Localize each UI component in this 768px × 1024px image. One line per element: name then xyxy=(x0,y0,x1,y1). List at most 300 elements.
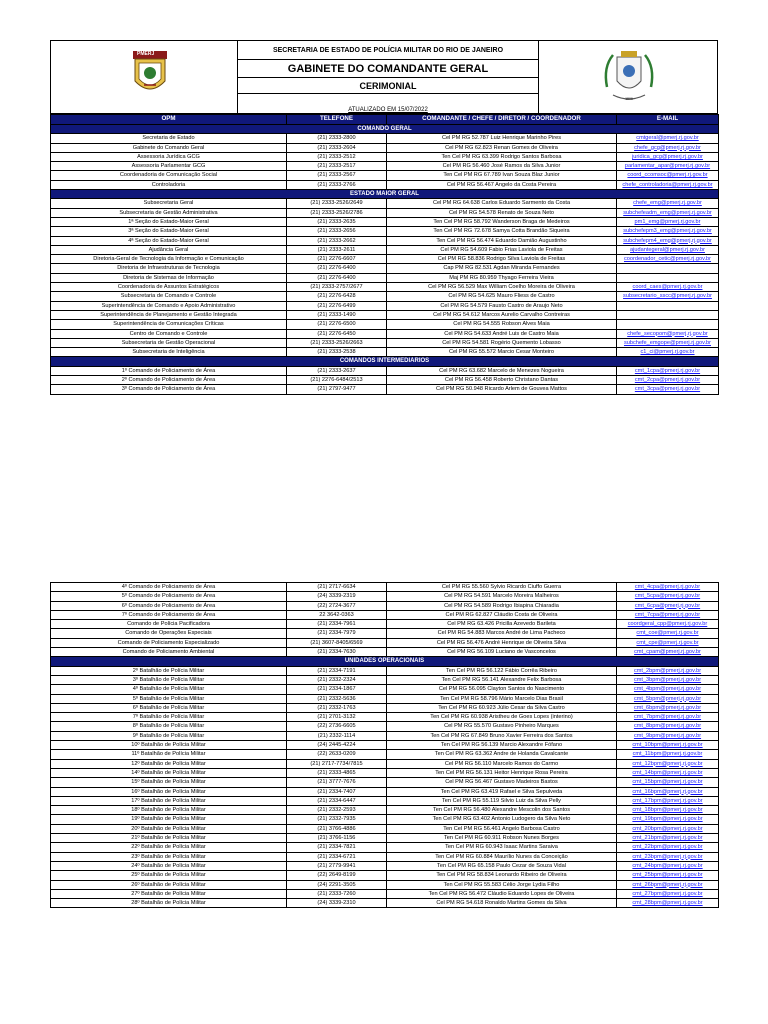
secretaria-title: SECRETARIA DE ESTADO DE POLÍCIA MILITAR DO RIO DE JANEIRO xyxy=(238,41,538,60)
cell-opm: 18º Batalhão de Polícia Militar xyxy=(51,806,287,815)
cell-opm: 15º Batalhão de Polícia Militar xyxy=(51,778,287,787)
cell-telefone: (21) 2276-6499 xyxy=(287,301,387,310)
cell-opm: 7º Comando de Policiamento de Área xyxy=(51,610,287,619)
cell-comandante: Ten Cel PM RG 60.911 Robson Nunes Borges xyxy=(387,834,617,843)
table-row xyxy=(51,778,719,787)
cell-email[interactable]: cmt_24bpm@pmerj.rj.gov.br xyxy=(617,861,719,870)
table-row xyxy=(51,273,719,282)
cell-comandante: Cel PM RG 54.555 Robson Alves Maia xyxy=(387,320,617,329)
cell-telefone: (21) 2717-7734/7815 xyxy=(287,759,387,768)
cell-telefone: (21) 2333-2526/2786 xyxy=(287,208,387,217)
cell-email[interactable]: subchefe_emgope@pmerj.rj.gov.br xyxy=(617,338,719,347)
cell-comandante: Cel PM RG 54.589 Rodrigo Ibiapina Chiaradia xyxy=(387,601,617,610)
cell-email[interactable]: cmt_9bpm@pmerj.rj.gov.br xyxy=(617,731,719,740)
cell-telefone: (22) 2649-8199 xyxy=(287,871,387,880)
cell-opm: 3º Batalhão de Polícia Militar xyxy=(51,675,287,684)
table-row xyxy=(51,824,719,833)
cell-comandante: Cel PM RG 56.095 Clayton Santos do Nascimento xyxy=(387,685,617,694)
cell-telefone: (21) 2333-7260 xyxy=(287,889,387,898)
cell-email xyxy=(617,264,719,273)
cell-email[interactable]: coordgeral_cpp@pmerj.rj.gov.br xyxy=(617,620,719,629)
cell-opm: Assessoria Jurídica GCG xyxy=(51,152,287,161)
cell-comandante: Cel PM RG 50.948 Ricardo Arlem de Gouvea Mattos xyxy=(387,385,617,394)
cell-email[interactable]: cmt_28bpm@pmerj.rj.gov.br xyxy=(617,899,719,908)
cell-telefone: (21) 2276-6450 xyxy=(287,329,387,338)
cell-comandante: Cel PM RG 63.682 Marcelo de Menezes Nogueira xyxy=(387,366,617,375)
cell-telefone: (21) 2276-6428 xyxy=(287,292,387,301)
cell-email[interactable]: cmt_26bpm@pmerj.rj.gov.br xyxy=(617,880,719,889)
cell-opm: 16º Batalhão de Polícia Militar xyxy=(51,787,287,796)
cell-comandante: Ten Cel PM RG 63.419 Rafael e Silva Sepulveda xyxy=(387,787,617,796)
table-row xyxy=(51,889,719,898)
cell-opm: 3ª Seção do Estado-Maior Geral xyxy=(51,227,287,236)
cell-email[interactable]: cmt_14bpm@pmerj.rj.gov.br xyxy=(617,768,719,777)
table-row xyxy=(51,264,719,273)
contact-table-page-1 xyxy=(50,114,719,395)
cell-opm: 5º Batalhão de Polícia Militar xyxy=(51,694,287,703)
table-row xyxy=(51,152,719,161)
header-right-cell xyxy=(539,41,717,113)
cell-comandante: Cel PM RG 54.591 Marcelo Moreira Malheiros xyxy=(387,592,617,601)
cell-comandante: Ten Cel PM RG 56.480 Alexandre Mescolin dos Santos xyxy=(387,806,617,815)
cell-telefone: (21) 2333-2538 xyxy=(287,348,387,357)
table-row xyxy=(51,852,719,861)
table-row xyxy=(51,685,719,694)
table-row xyxy=(51,675,719,684)
cell-telefone: (22) 2724-3677 xyxy=(287,601,387,610)
cell-email[interactable]: cmt_cpe@pmerj.rj.gov.br xyxy=(617,638,719,647)
cell-comandante: Ten Cel PM RG 56.474 Eduardo Damião Augustinho xyxy=(387,236,617,245)
table-row xyxy=(51,283,719,292)
cell-opm: 2º Batalhão de Polícia Militar xyxy=(51,666,287,675)
cell-comandante: Cel PM RG 56.476 André Henrique de Oliveira Silva xyxy=(387,638,617,647)
cell-email[interactable]: cmt_12bpm@pmerj.rj.gov.br xyxy=(617,759,719,768)
cell-opm: 14º Batalhão de Polícia Militar xyxy=(51,768,287,777)
cell-email[interactable]: subchefepm4_emg@pmerj.rj.gov.br xyxy=(617,236,719,245)
cell-comandante: Cel PM RG 52.787 Luiz Henrique Marinho Pires xyxy=(387,134,617,143)
cell-telefone: (21) 2276-6484/2513 xyxy=(287,376,387,385)
table-row xyxy=(51,376,719,385)
cell-comandante: Cel PM RG 56.460 José Ramos da Silva Junior xyxy=(387,162,617,171)
cell-comandante: Ten Cel PM RG 65.158 Paulo Cezar de Souza Vidal xyxy=(387,861,617,870)
cell-email[interactable]: chefe_emg@pmerj.rj.gov.br xyxy=(617,199,719,208)
cell-telefone: (21) 2276-6400 xyxy=(287,264,387,273)
cell-email[interactable]: cmt_2cpa@pmerj.rj.gov.br xyxy=(617,376,719,385)
table-row xyxy=(51,601,719,610)
cell-email[interactable]: pm1_emg@pmerj.rj.gov.br xyxy=(617,217,719,226)
cell-opm: 4ª Seção do Estado-Maior Geral xyxy=(51,236,287,245)
cell-comandante: Cel PM RG 54.633 André Luis de Castro Maia xyxy=(387,329,617,338)
cell-email[interactable]: subsecretario_sscc@pmerj.rj.gov.br xyxy=(617,292,719,301)
cell-telefone: (22) 2633-0209 xyxy=(287,750,387,759)
cell-comandante: Cap PM RG 82.531 Agdan Miranda Fernandes xyxy=(387,264,617,273)
table-row xyxy=(51,861,719,870)
cell-email[interactable]: chefe_gcg@pmerj.rj.gov.br xyxy=(617,143,719,152)
column-header-row xyxy=(51,115,719,125)
cell-opm: 4º Batalhão de Polícia Militar xyxy=(51,685,287,694)
cell-comandante: Ten Cel PM RG 56.139 Marcio Alexandre Fófano xyxy=(387,741,617,750)
cell-telefone: (21) 2333-4865 xyxy=(287,768,387,777)
coat-of-arms-icon xyxy=(599,47,659,105)
table-row xyxy=(51,217,719,226)
cell-opm: Centro de Comando e Controle xyxy=(51,329,287,338)
table-row xyxy=(51,648,719,657)
gabinete-title: GABINETE DO COMANDANTE GERAL xyxy=(238,60,538,78)
table-row xyxy=(51,180,719,189)
cell-telefone: (24) 3339-2319 xyxy=(287,592,387,601)
cell-telefone: (21) 2332-1114 xyxy=(287,731,387,740)
cell-comandante: Cel PM RG 54.579 Fausto Castro de Araujo Neto xyxy=(387,301,617,310)
cell-telefone: (21) 2333-2567 xyxy=(287,171,387,180)
cell-telefone: (21) 2276-6400 xyxy=(287,273,387,282)
cell-telefone: 22 3642-0363 xyxy=(287,610,387,619)
table-row xyxy=(51,750,719,759)
contact-table-page-2 xyxy=(50,582,719,908)
section-title: ESTADO MAIOR GERAL xyxy=(51,190,719,199)
cell-email[interactable]: cmt_4bpm@pmerj.rj.gov.br xyxy=(617,685,719,694)
section-header-row xyxy=(51,190,719,199)
cell-opm: Subsecretaria de Gestão Operacional xyxy=(51,338,287,347)
cell-telefone: (21) 2332-2593 xyxy=(287,806,387,815)
cell-email xyxy=(617,320,719,329)
cell-email[interactable]: parlamentar_apar@pmerj.rj.gov.br xyxy=(617,162,719,171)
header-left-cell xyxy=(51,41,238,113)
cell-opm: Comando de Policiamento Especializado xyxy=(51,638,287,647)
table-row xyxy=(51,722,719,731)
cell-telefone: (21) 2333-2611 xyxy=(287,245,387,254)
cell-comandante: Cel PM RG 54.609 Fabio Frias Laviola de Freitas xyxy=(387,245,617,254)
cell-telefone: (21) 3766-4886 xyxy=(287,824,387,833)
cell-opm: Subsecretaria Geral xyxy=(51,199,287,208)
table-row xyxy=(51,610,719,619)
cell-comandante: Ten Cel PM RG 55.119 Silvio Luiz da Silva Pelly xyxy=(387,796,617,805)
cell-opm: 25º Batalhão de Polícia Militar xyxy=(51,871,287,880)
cell-email[interactable]: chefe_controladoria@pmerj.rj.gov.br xyxy=(617,180,719,189)
cell-opm: 1º Comando de Policiamento de Área xyxy=(51,366,287,375)
cell-opm: Coordenadoria de Assuntos Estratégicos xyxy=(51,283,287,292)
table-row xyxy=(51,199,719,208)
cell-comandante: Ten Cel PM RG 72.678 Samya Cotta Brandão Siqueira xyxy=(387,227,617,236)
cell-comandante: Ten Cel PM RG 60.884 Maurílio Nunes da Conceição xyxy=(387,852,617,861)
cell-telefone: (24) 2291-3505 xyxy=(287,880,387,889)
cell-telefone: (21) 2334-6721 xyxy=(287,852,387,861)
cell-telefone: (21) 2334-7191 xyxy=(287,666,387,675)
cell-opm: Coordenadoria de Comunicação Social xyxy=(51,171,287,180)
cell-comandante: Ten Cel PM RG 67.849 Bruno Xavier Ferreira dos Santos xyxy=(387,731,617,740)
cell-comandante: Ten Cel PM RG 63.399 Rodrigo Santos Barbosa xyxy=(387,152,617,161)
table-row xyxy=(51,694,719,703)
cell-telefone: (22) 2736-6605 xyxy=(287,722,387,731)
cell-opm: Subsecretaria de Gestão Administrativa xyxy=(51,208,287,217)
cell-opm: 7º Batalhão de Polícia Militar xyxy=(51,713,287,722)
cell-opm: Gabinete do Comando Geral xyxy=(51,143,287,152)
cell-opm: 28º Batalhão de Polícia Militar xyxy=(51,899,287,908)
table-row xyxy=(51,768,719,777)
cell-comandante: Ten Cel PM RG 55.583 Célio Jorge Lydia Filho xyxy=(387,880,617,889)
table-row xyxy=(51,338,719,347)
cell-email[interactable]: ajudantegeral@pmerj.rj.gov.br xyxy=(617,245,719,254)
table-row xyxy=(51,843,719,852)
update-date: ATUALIZADO EM 15/07/2022 xyxy=(348,107,428,113)
cell-telefone: (21) 2333-2637 xyxy=(287,366,387,375)
cell-telefone: (21) 2334-7630 xyxy=(287,648,387,657)
cell-opm: Controladoria xyxy=(51,180,287,189)
cell-comandante: Cel PM RG 56.467 Angelo da Costa Pereira xyxy=(387,180,617,189)
cell-email[interactable]: cmt_18bpm@pmerj.rj.gov.br xyxy=(617,806,719,815)
cell-comandante: Cel PM RG 64.638 Carlos Eduardo Sarmento da Costa xyxy=(387,199,617,208)
column-header-email: E-MAIL xyxy=(617,115,719,125)
cell-email[interactable]: subchefeadm_emg@pmerj.rj.gov.br xyxy=(617,208,719,217)
table-row xyxy=(51,329,719,338)
cell-telefone: (21) 2333-2757/2677 xyxy=(287,283,387,292)
table-row xyxy=(51,171,719,180)
cell-opm: Comando de Operações Especiais xyxy=(51,629,287,638)
cell-telefone: (21) 2333-2766 xyxy=(287,180,387,189)
cell-telefone: (21) 2333-2512 xyxy=(287,152,387,161)
cell-opm: 9º Batalhão de Polícia Militar xyxy=(51,731,287,740)
section-header-row xyxy=(51,657,719,666)
table-row xyxy=(51,292,719,301)
cell-telefone: (21) 2332-7935 xyxy=(287,815,387,824)
cell-telefone: (21) 2332-1763 xyxy=(287,703,387,712)
cell-telefone: (21) 3607-8405/6569 xyxy=(287,638,387,647)
document-header xyxy=(50,40,718,114)
cell-comandante: Ten Cel PM RG 58.792 Wanderson Braga de Medeiros xyxy=(387,217,617,226)
cell-telefone: (21) 2717-6634 xyxy=(287,583,387,592)
cell-email[interactable]: cmt_cpam@pmerj.rj.gov.br xyxy=(617,648,719,657)
cell-email[interactable]: c1_ci@pmerj.rj.gov.br xyxy=(617,348,719,357)
cell-telefone: (21) 2334-7407 xyxy=(287,787,387,796)
cell-email[interactable]: cmt_6cpa@pmerj.rj.gov.br xyxy=(617,601,719,610)
cell-telefone: (21) 2797-9477 xyxy=(287,385,387,394)
cell-email[interactable]: cmt_10bpm@pmerj.rj.gov.br xyxy=(617,741,719,750)
table-row xyxy=(51,301,719,310)
cell-comandante: Cel PM RG 56.529 Max William Coelho Moreira de Oliveira xyxy=(387,283,617,292)
cell-telefone: (21) 2334-6447 xyxy=(287,796,387,805)
cell-telefone: (21) 2333-2656 xyxy=(287,227,387,236)
cell-email[interactable]: cmt_11bpm@pmerj.rj.gov.br xyxy=(617,750,719,759)
table-body-page-1 xyxy=(51,115,719,395)
cell-email[interactable]: cmt_3bpm@pmerj.rj.gov.br xyxy=(617,675,719,684)
cell-email[interactable]: cmt_17bpm@pmerj.rj.gov.br xyxy=(617,796,719,805)
cell-telefone: (21) 3777-7676 xyxy=(287,778,387,787)
cell-email[interactable]: cmt_19bpm@pmerj.rj.gov.br xyxy=(617,815,719,824)
cell-opm: Comando de Policiamento Ambiental xyxy=(51,648,287,657)
cell-email xyxy=(617,310,719,319)
cell-opm: Diretoria de Sistemas de Informação xyxy=(51,273,287,282)
cell-telefone: (21) 2333-2526/2649 xyxy=(287,199,387,208)
table-row xyxy=(51,236,719,245)
cell-comandante: Ten Cel PM RG 60.923 Júlio Cesar da Silva Castro xyxy=(387,703,617,712)
cell-comandante: Ten Cel PM RG 58.796 Mário Marcelo Dias Brasil xyxy=(387,694,617,703)
cell-telefone: (21) 2332-5636 xyxy=(287,694,387,703)
cell-opm: 17º Batalhão de Polícia Militar xyxy=(51,796,287,805)
table-row xyxy=(51,713,719,722)
cell-opm: Subsecretaria de Inteligência xyxy=(51,348,287,357)
cell-comandante: Ten Cel PM RG 56.461 Angelo Barbosa Castro xyxy=(387,824,617,833)
cell-opm: 1ª Seção do Estado-Maior Geral xyxy=(51,217,287,226)
table-row xyxy=(51,227,719,236)
section-header-row xyxy=(51,357,719,366)
cell-comandante: Ten Cel PM RG 63.402 Antonio Ludogero da Silva Neto xyxy=(387,815,617,824)
cell-comandante: Ten Cel PM RG 67.789 Ivan Souza Blaz Junior xyxy=(387,171,617,180)
cell-email[interactable]: cmt_7cpa@pmerj.rj.gov.br xyxy=(617,610,719,619)
cell-opm: Subsecretaria de Comando e Controle xyxy=(51,292,287,301)
cell-email[interactable]: cmt_5cpa@pmerj.rj.gov.br xyxy=(617,592,719,601)
table-row xyxy=(51,666,719,675)
page-1 xyxy=(50,40,718,395)
cell-telefone: (21) 2334-1867 xyxy=(287,685,387,694)
cell-comandante: Ten Cel PM RG 56.122 Fábio Corrêa Ribeiro xyxy=(387,666,617,675)
cell-comandante: Ten Cel PM RG 60.943 Isaac Martins Saraiva xyxy=(387,843,617,852)
cell-comandante: Cel PM RG 54.612 Marcos Aurelio Carvalho Contreiras xyxy=(387,310,617,319)
cell-opm: Secretaria de Estado xyxy=(51,134,287,143)
table-row xyxy=(51,759,719,768)
cell-email[interactable]: cmt_21bpm@pmerj.rj.gov.br xyxy=(617,834,719,843)
cell-opm: Superintendência de Comunicações Críticas xyxy=(51,320,287,329)
cell-opm: 5º Comando de Policiamento de Área xyxy=(51,592,287,601)
header-title-cell xyxy=(238,41,539,113)
table-row xyxy=(51,385,719,394)
table-row xyxy=(51,638,719,647)
cell-comandante: Cel PM RG 62.823 Renan Gomes de Oliveira xyxy=(387,143,617,152)
cell-comandante: Cel PM RG 56.109 Luciano de Vasconcelos xyxy=(387,648,617,657)
table-row xyxy=(51,320,719,329)
cell-comandante: Cel PM RG 55.560 Sylvio Ricardo Ciuffo Guerra xyxy=(387,583,617,592)
cell-comandante: Cel PM RG 58.836 Rodrigo Silva Laviola de Freitas xyxy=(387,255,617,264)
cell-comandante: Cel PM RG 54.578 Renato de Souza Neto xyxy=(387,208,617,217)
cell-email[interactable]: cmt_8bpm@pmerj.rj.gov.br xyxy=(617,722,719,731)
cell-email[interactable]: cmt_4cpa@pmerj.rj.gov.br xyxy=(617,583,719,592)
cell-email[interactable]: subchefepm3_emg@pmerj.rj.gov.br xyxy=(617,227,719,236)
cell-email[interactable]: juridica_gcg@pmerj.rj.gov.br xyxy=(617,152,719,161)
cell-email[interactable]: cmt_20bpm@pmerj.rj.gov.br xyxy=(617,824,719,833)
cell-email xyxy=(617,301,719,310)
cell-email[interactable]: cmt_1cpa@pmerj.rj.gov.br xyxy=(617,366,719,375)
cell-email[interactable]: cmt_25bpm@pmerj.rj.gov.br xyxy=(617,871,719,880)
cell-opm: 21º Batalhão de Polícia Militar xyxy=(51,834,287,843)
section-title: UNIDADES OPERACIONAIS xyxy=(51,657,719,666)
cell-email[interactable]: cmt_3cpa@pmerj.rj.gov.br xyxy=(617,385,719,394)
cell-opm: Superintendência de Planejamento e Gestão Integrada xyxy=(51,310,287,319)
cell-email[interactable]: coord_caes@pmerj.rj.gov.br xyxy=(617,283,719,292)
cell-email[interactable]: cmt_16bpm@pmerj.rj.gov.br xyxy=(617,787,719,796)
cell-comandante: Cel PM RG 62.827 Cláudio Costa de Oliveira xyxy=(387,610,617,619)
cell-email[interactable]: cmtgeral@pmerj.rj.gov.br xyxy=(617,134,719,143)
cell-email[interactable]: coordenador_cetic@pmerj.rj.gov.br xyxy=(617,255,719,264)
table-row xyxy=(51,310,719,319)
cell-comandante: Cel PM RG 55.570 Gustavo Pinheiro Marques xyxy=(387,722,617,731)
cell-opm: 6º Comando de Policiamento de Área xyxy=(51,601,287,610)
cell-opm: 27º Batalhão de Polícia Militar xyxy=(51,889,287,898)
cell-comandante: Cel PM RG 56.458 Roberto Christano Dantas xyxy=(387,376,617,385)
cell-email[interactable]: cmt_23bpm@pmerj.rj.gov.br xyxy=(617,852,719,861)
cell-email[interactable]: coord_ccomsoc@pmerj.rj.gov.br xyxy=(617,171,719,180)
table-body-page-2 xyxy=(51,583,719,908)
column-header-opm: OPM xyxy=(51,115,287,125)
section-title: COMANDOS INTERMEDIÁRIOS xyxy=(51,357,719,366)
cell-email[interactable]: cmt_2bpm@pmerj.rj.gov.br xyxy=(617,666,719,675)
cell-opm: Ajudância Geral xyxy=(51,245,287,254)
table-row xyxy=(51,796,719,805)
cell-opm: Superintendência de Comando e Apoio Administrativo xyxy=(51,301,287,310)
cell-email[interactable]: cmt_22bpm@pmerj.rj.gov.br xyxy=(617,843,719,852)
column-header-telefone: TELEFONE xyxy=(287,115,387,125)
cell-comandante: Cel PM RG 55.572 Marcio Cesar Monteiro xyxy=(387,348,617,357)
cell-comandante: Ten Cel PM RG 56.472 Cláudio Eduardo Lopes de Oliveira xyxy=(387,889,617,898)
coat-of-arms-year: 1809 xyxy=(625,97,633,101)
cell-email[interactable]: chefe_secopom@pmerj.rj.gov.br xyxy=(617,329,719,338)
table-row xyxy=(51,629,719,638)
cell-comandante: Ten Cel PM RG 60.938 Aristheu de Goes Lopes (interino) xyxy=(387,713,617,722)
cell-comandante: Ten Cel PM RG 56.131 Heitor Henrique Rosa Pereira xyxy=(387,768,617,777)
cell-telefone: (21) 3766-1156 xyxy=(287,834,387,843)
cell-email[interactable]: cmt_15bpm@pmerj.rj.gov.br xyxy=(617,778,719,787)
cell-opm: 8º Batalhão de Polícia Militar xyxy=(51,722,287,731)
table-row xyxy=(51,620,719,629)
cell-email[interactable]: cmt_6bpm@pmerj.rj.gov.br xyxy=(617,703,719,712)
cell-comandante: Cel PM RG 54.883 Marcos André de Lima Pacheco xyxy=(387,629,617,638)
cell-email[interactable]: cmt_5bpm@pmerj.rj.gov.br xyxy=(617,694,719,703)
cell-comandante: Cel PM RG 56.110 Marcelo Ramos do Carmo xyxy=(387,759,617,768)
table-row xyxy=(51,245,719,254)
table-row xyxy=(51,208,719,217)
cell-email[interactable]: cmt_coe@pmerj.rj.gov.br xyxy=(617,629,719,638)
cell-email[interactable]: cmt_7bpm@pmerj.rj.gov.br xyxy=(617,713,719,722)
cell-comandante: Maj PM RG 80.959 Thyago Ferreira Vieira xyxy=(387,273,617,282)
cell-opm: 19º Batalhão de Polícia Militar xyxy=(51,815,287,824)
cell-telefone: (21) 2333-1490 xyxy=(287,310,387,319)
table-row xyxy=(51,348,719,357)
cell-telefone: (21) 2334-7979 xyxy=(287,629,387,638)
emblem-title: PMERJ xyxy=(137,51,155,57)
table-row xyxy=(51,592,719,601)
table-row xyxy=(51,806,719,815)
cell-telefone: (21) 2333-2604 xyxy=(287,143,387,152)
cell-opm: Assessoria Parlamentar GCG xyxy=(51,162,287,171)
table-row xyxy=(51,583,719,592)
table-row xyxy=(51,143,719,152)
cell-telefone: (21) 2333-2526/2663 xyxy=(287,338,387,347)
cell-opm: 4º Comando de Policiamento de Área xyxy=(51,583,287,592)
table-row xyxy=(51,134,719,143)
cell-opm: 22º Batalhão de Polícia Militar xyxy=(51,843,287,852)
cell-opm: Comando de Polícia Pacificadora xyxy=(51,620,287,629)
cell-opm: Diretoria de Infraestruturas de Tecnologia xyxy=(51,264,287,273)
table-row xyxy=(51,162,719,171)
cell-comandante: Ten Cel PM RG 63.362 Andre de Holanda Cavalcante xyxy=(387,750,617,759)
cell-opm: 20º Batalhão de Polícia Militar xyxy=(51,824,287,833)
cell-comandante: Cel PM RG 54.581 Rogério Quemento Lobasso xyxy=(387,338,617,347)
table-row xyxy=(51,366,719,375)
cell-telefone: (21) 2334-7821 xyxy=(287,843,387,852)
section-header-row xyxy=(51,125,719,134)
cell-telefone: (21) 2332-2324 xyxy=(287,675,387,684)
table-row xyxy=(51,731,719,740)
cell-comandante: Cel PM RG 56.467 Gustavo Madeiros Bastos xyxy=(387,778,617,787)
cell-telefone: (21) 2333-2517 xyxy=(287,162,387,171)
cell-telefone: (21) 2334-7961 xyxy=(287,620,387,629)
cell-comandante: Ten Cel PM RG 56.141 Alexandre Felix Barbosa xyxy=(387,675,617,684)
cerimonial-title: CERIMONIAL xyxy=(238,78,538,94)
table-row xyxy=(51,834,719,843)
table-row xyxy=(51,899,719,908)
cell-telefone: (24) 2445-4224 xyxy=(287,741,387,750)
cell-email[interactable]: cmt_27bpm@pmerj.rj.gov.br xyxy=(617,889,719,898)
cell-opm: 24º Batalhão de Polícia Militar xyxy=(51,861,287,870)
cell-opm: 10º Batalhão de Polícia Militar xyxy=(51,741,287,750)
section-title: COMANDO GERAL xyxy=(51,125,719,134)
